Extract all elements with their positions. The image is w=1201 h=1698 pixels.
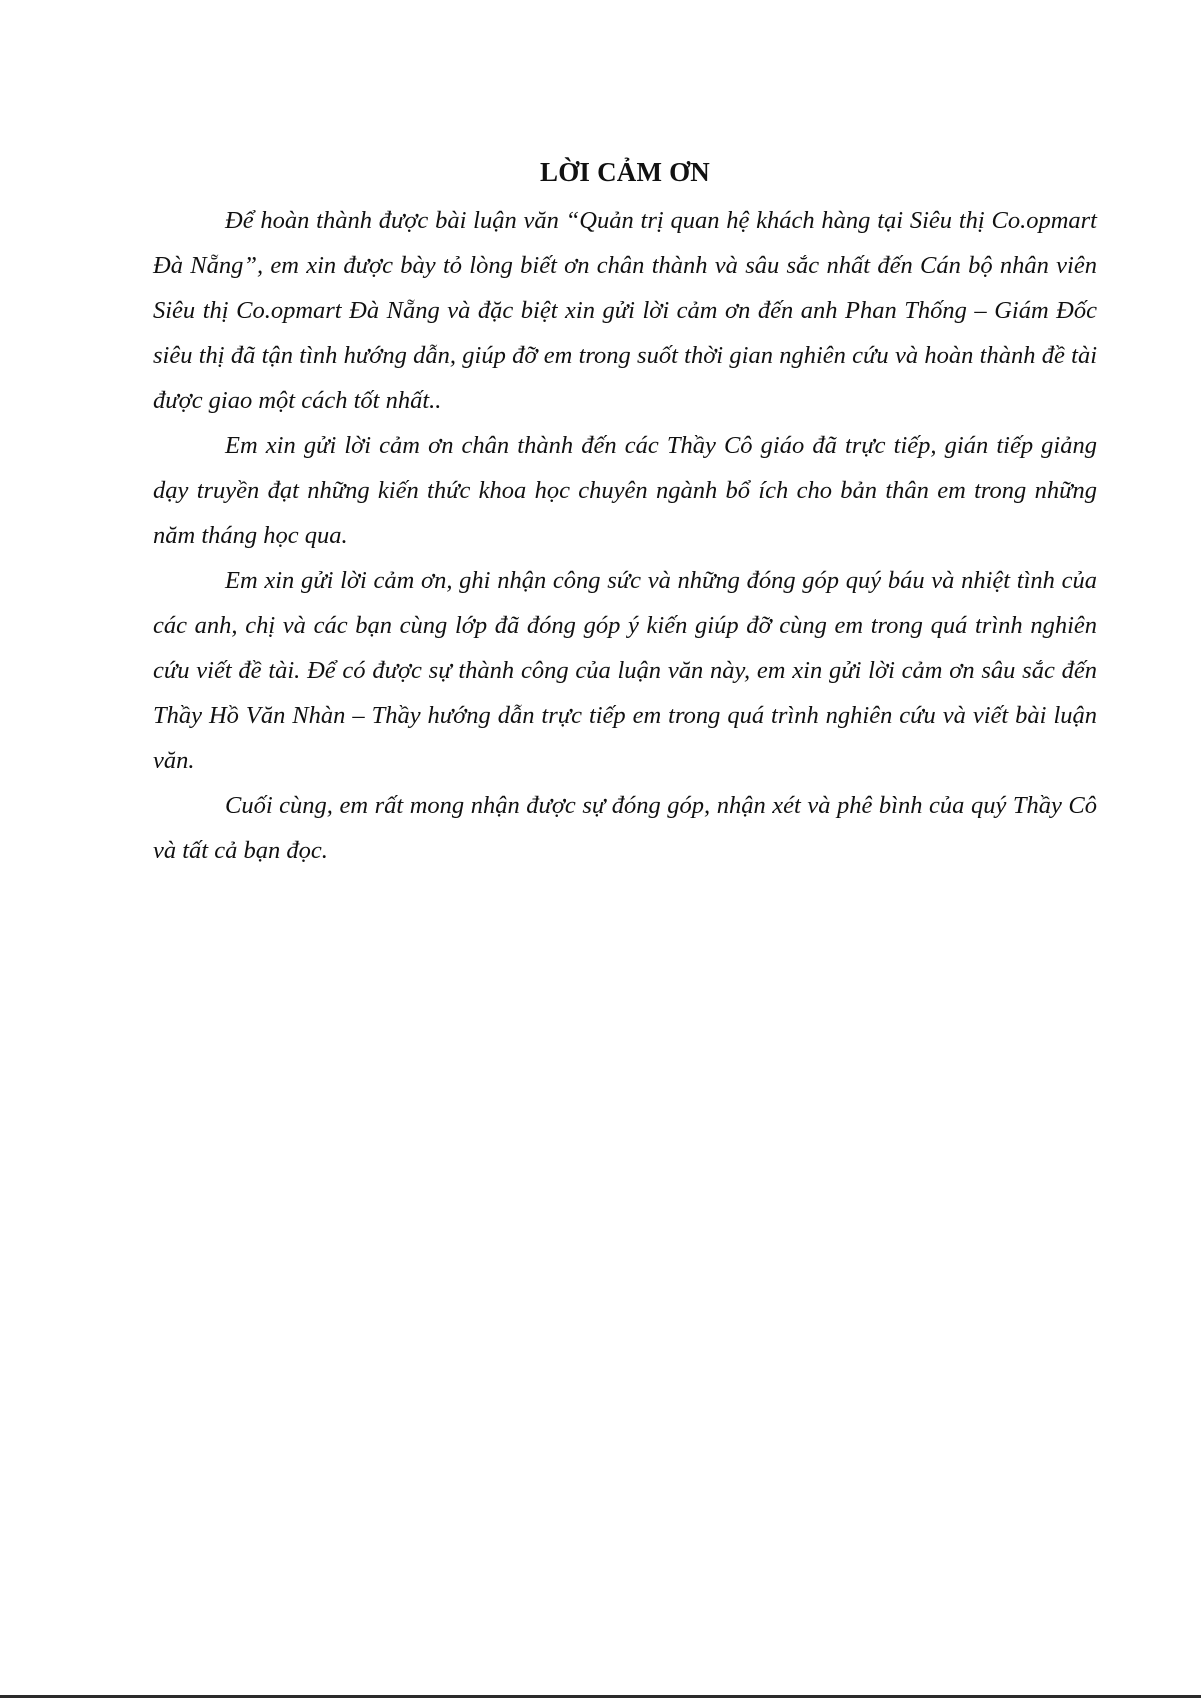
paragraph-4: Cuối cùng, em rất mong nhận được sự đóng góp, nhận xét và phê bình của quý Thầy Cô và tất cả bạn đọc. (153, 792, 1097, 864)
paragraph-2: Em xin gửi lời cảm ơn chân thành đến các Thầy Cô giáo đã trực tiếp, gián tiếp giảng dạy truyền đạt những kiến thức khoa học chuyên ngành bổ ích cho bản thân em trong những năm tháng học qua. (153, 432, 1097, 549)
document-page (153, 152, 1097, 873)
paragraph-1: Để hoàn thành được bài luận văn “Quản trị quan hệ khách hàng tại Siêu thị Co.opmart Đà Nẵng”, em xin được bày tỏ lòng biết ơn chân thành và sâu sắc nhất đến Cán bộ nhân viên Siêu thị Co.opmart Đà Nẵng và đặc biệt xin gửi lời cảm ơn đến anh Phan Thống – Giám Đốc siêu thị đã tận tình hướng dẫn, giúp đỡ em trong suốt thời gian nghiên cứu và hoàn thành đề tài được giao một cách tốt nhất.. (153, 207, 1097, 414)
page-title: LỜI CẢM ƠN (540, 157, 710, 187)
paragraph-3: Em xin gửi lời cảm ơn, ghi nhận công sức và những đóng góp quý báu và nhiệt tình của các anh, chị và các bạn cùng lớp đã đóng góp ý kiến giúp đỡ cùng em trong quá trình nghiên cứu viết đề tài. Để có được sự thành công của luận văn này, em xin gửi lời cảm ơn sâu sắc đến Thầy Hồ Văn Nhàn – Thầy hướng dẫn trực tiếp em trong quá trình nghiên cứu và viết bài luận văn. (153, 567, 1097, 774)
